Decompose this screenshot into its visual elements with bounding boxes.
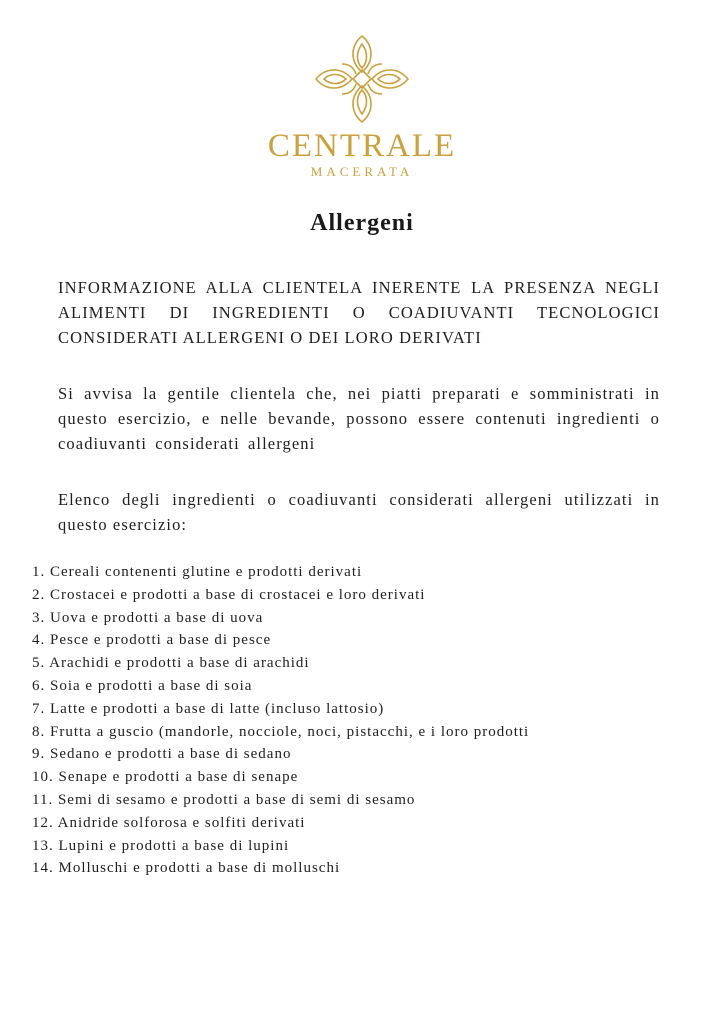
list-item: 6. Soia e prodotti a base di soia: [32, 677, 253, 694]
list-item: 12. Anidride solforosa e solfiti derivati: [32, 814, 306, 831]
list-item: 7. Latte e prodotti a base di latte (incluso lattosio): [32, 700, 385, 717]
list-item: 10. Senape e prodotti a base di senape: [32, 769, 299, 786]
list-item: 5. Arachidi e prodotti a base di arachidi: [32, 655, 310, 672]
list-item: 11. Semi di sesamo e prodotti a base di semi di sesamo: [32, 791, 416, 808]
brand-name: CENTRALE: [267, 128, 457, 164]
list-item: 13. Lupini e prodotti a base di lupini: [32, 837, 290, 854]
brand-logo: [0, 34, 724, 180]
list-item: 2. Crostacei e prodotti a base di crostacei e loro derivati: [32, 586, 426, 603]
page-title: Allergeni: [310, 210, 414, 236]
list-intro-paragraph: Elenco degli ingredienti o coadiuvanti considerati allergeni utilizzati in questo esercizio:: [58, 490, 660, 534]
list-item: 9. Sedano e prodotti a base di sedano: [32, 746, 292, 763]
list-item: 14. Molluschi e prodotti a base di molluschi: [32, 860, 341, 877]
list-item: 4. Pesce e prodotti a base di pesce: [32, 632, 272, 649]
intro-heading-paragraph: INFORMAZIONE ALLA CLIENTELA INERENTE LA PRESENZA NEGLI ALIMENTI DI INGREDIENTI O COADIUVANTI TECNOLOGICI CONSIDERATI ALLERGENI O DEI LORO DERIVATI: [58, 278, 660, 347]
list-item: 1. Cereali contenenti glutine e prodotti derivati: [32, 564, 363, 580]
brand-city: MACERATA: [310, 164, 414, 179]
list-item: 8. Frutta a guscio (mandorle, nocciole, noci, pistacchi, e i loro prodotti: [32, 723, 530, 740]
notice-paragraph: Si avvisa la gentile clientela che, nei piatti preparati e somministrati in questo esercizio, e nelle bevande, possono essere contenuti ingredienti o coadiuvanti considerati allergeni: [58, 384, 660, 453]
allergen-list: [32, 561, 712, 880]
list-item: 3. Uova e prodotti a base di uova: [32, 609, 264, 626]
flower-emblem-icon: [312, 34, 412, 124]
